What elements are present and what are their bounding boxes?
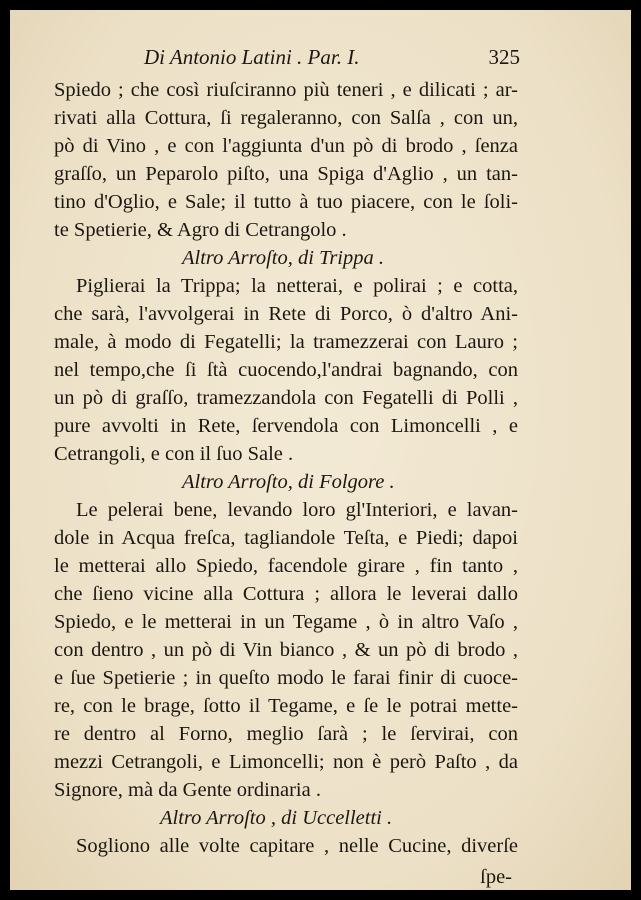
text-line: dole in Acqua freſca, tagliandole Teſta, e Piedi; dapoi — [54, 527, 518, 549]
text-line: pò di Vino , e con l'aggiunta d'un pò di brodo , ſenza — [54, 135, 518, 157]
text-line: male, à modo di Fegatelli; la tramezzerai con Lauro ; — [54, 331, 518, 353]
text-line: mezzi Cetrangoli, e Limoncelli; non è però Paſto , da — [54, 751, 518, 773]
text-line: che ſieno vicine alla Cottura ; allora le leverai dallo — [54, 583, 518, 605]
text-line: le metterai allo Spiedo, facendole girare , fin tanto , — [54, 555, 518, 577]
text-block — [54, 38, 518, 894]
section-heading: Altro Arroſto, di Folgore . — [182, 471, 395, 493]
running-head — [54, 38, 518, 76]
text-line: graſſo, un Peparolo piſto, una Spiga d'Aglio , un tan- — [54, 163, 518, 185]
page-number: 325 — [488, 45, 520, 69]
text-line: tino d'Oglio, e Sale; il tutto à tuo piacere, con le ſoli- — [54, 191, 518, 213]
text-line: Signore, mà da Gente ordinaria . — [54, 779, 321, 801]
running-head-title: Di Antonio Latini . Par. I. — [144, 45, 360, 69]
text-line: re dentro al Forno, meglio ſarà ; le ſervirai, con — [54, 723, 518, 745]
catchword: ſpe- — [480, 866, 512, 888]
text-line: Spiedo ; che così riuſciranno più teneri , e dilicati ; ar- — [54, 79, 518, 101]
text-line: Spiedo, e le metterai in un Tegame , ò in altro Vaſo , — [54, 611, 518, 633]
text-line: un pò di graſſo, tramezzandola con Fegatelli di Polli , — [54, 387, 518, 409]
text-line: che sarà, l'avvolgerai in Rete di Porco, ò d'altro Ani- — [54, 303, 518, 325]
paragraph-first-line: Piglierai la Trippa; la netterai, e polirai ; e cotta, — [76, 275, 518, 297]
text-line: e ſue Spetierie ; in queſto modo le farai finir di cuoce- — [54, 667, 518, 689]
paragraph-first-line: Sogliono alle volte capitare , nelle Cucine, diverſe — [76, 835, 518, 857]
text-line: nel tempo,che ſi ſtà cuocendo,l'andrai bagnando, con — [54, 359, 518, 381]
book-page — [10, 10, 631, 890]
text-line: Cetrangoli, e con il ſuo Sale . — [54, 443, 294, 465]
section-heading: Altro Arroſto , di Uccelletti . — [160, 807, 393, 829]
text-line: con dentro , un pò di Vin bianco , & un pò di brodo , — [54, 639, 518, 661]
text-line: pure avvolti in Rete, ſervendola con Limoncelli , e — [54, 415, 518, 437]
text-line: te Spetierie, & Agro di Cetrangolo . — [54, 219, 347, 241]
paragraph-first-line: Le pelerai bene, levando loro gl'Interiori, e lavan- — [76, 499, 518, 521]
section-heading: Altro Arroſto, di Trippa . — [182, 247, 385, 269]
text-line: rivati alla Cottura, ſi regaleranno, con Salſa , con un, — [54, 107, 518, 129]
text-line: re, con le brage, ſotto il Tegame, e ſe le potrai mette- — [54, 695, 518, 717]
